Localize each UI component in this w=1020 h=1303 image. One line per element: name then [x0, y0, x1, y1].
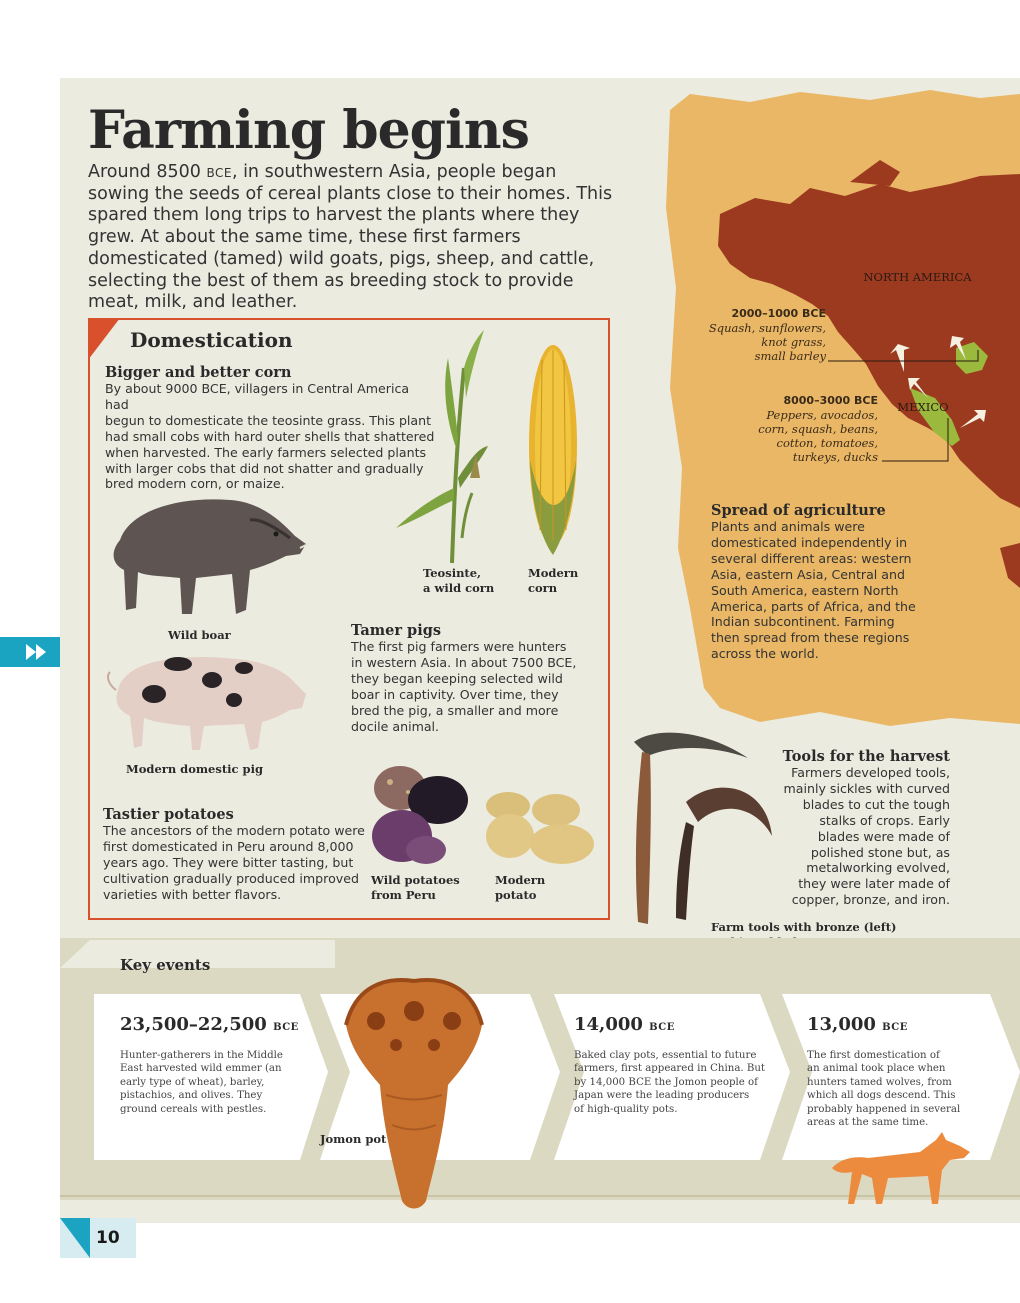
potato-heading: Tastier potatoes	[103, 806, 234, 823]
teosinte-image	[392, 328, 502, 568]
modern-potatoes-image	[478, 790, 598, 866]
spread-section: Spread of agriculture Plants and animals were domesticated independently in several different areas: western Asia, eastern Asia, Central and South America, eastern North America, parts of Africa, and the Indian subcontinent. Farming then spread from these regions across the world.	[711, 502, 961, 662]
modern-corn-caption: Modern corn	[528, 566, 579, 595]
event-2: 14,000 bce Baked clay pots, essential to future farmers, first appeared in China. But by 14,000 BCE the Jomon people of Japan were the leading producers of high-quality pots.	[574, 1014, 766, 1115]
wolf-image	[828, 1128, 973, 1208]
corn-section: Bigger and better corn By about 9000 BCE, villagers in Central America had begun to domesticate the teosinte grass. This plant had small cobs with hard outer shells that shattered when harvested. The early farmers selected plants with larger cobs that did not shatter and gradually bred modern corn, or maize.	[105, 364, 435, 492]
wild-boar-caption: Wild boar	[168, 628, 231, 642]
event-1: 23,500–22,500 bce Hunter-gatherers in the Middle East harvested wild emmer (an early type of wheat), barley, pistachios, and olives. They ground cereals with pestles.	[120, 1014, 299, 1115]
sickles-image	[626, 726, 776, 928]
teosinte-caption: Teosinte, a wild corn	[423, 566, 495, 595]
tools-caption: Farm tools with bronze (left)	[711, 920, 897, 934]
page-number: 10	[96, 1228, 120, 1248]
potato-section: Tastier potatoes The ancestors of the modern potato were first domesticated in Peru around 8,000 years ago. They were bitter tasting, but cultivation gradually produced improved varieties with better flavors.	[103, 806, 373, 903]
pigs-section: Tamer pigs The first pig farmers were hunters in western Asia. In about 7500 BCE, they began keeping selected wild boar in captivity. Over time, they bred the pig, a smaller and more docile animal.	[351, 622, 591, 734]
key-events-title: Key events	[120, 956, 211, 974]
map-label-mexico: MEXICO	[897, 400, 949, 414]
pigs-heading: Tamer pigs	[351, 622, 442, 639]
event-3: 13,000 bce The first domestication of an animal took place when hunters tamed wolves, from which all dogs descend. This probably happened in several areas at the same time.	[807, 1014, 961, 1129]
map-callout-2000-1000: 2000–1000 BCE Squash, sunflowers, knot grass, small barley	[708, 307, 826, 363]
map-label-north-america: NORTH AMERICA	[863, 270, 972, 284]
tools-heading: Tools for the harvest	[782, 748, 950, 765]
fast-forward-icon	[0, 637, 60, 667]
jomon-pot-image	[336, 975, 492, 1215]
spread-heading: Spread of agriculture	[711, 502, 886, 519]
next-section-tab[interactable]	[0, 637, 60, 667]
map-callout-8000-3000: 8000–3000 BCE Peppers, avocados, corn, squash, beans, cotton, tomatoes, turkeys, ducks	[758, 394, 878, 464]
domestic-pig-image	[104, 650, 308, 755]
corn-cob-image	[522, 340, 584, 560]
tools-section: Tools for the harvest Farmers developed tools, mainly sickles with curved blades to cut the tough stalks of crops. Early blades were made of polished stone but, as metalworking evolved, they were later made of copper, bronze, and iron.	[760, 748, 950, 908]
panel-corner	[88, 318, 120, 360]
jomon-caption: Jomon pot	[320, 1132, 387, 1146]
page-title: Farming begins	[88, 100, 529, 161]
pig-caption: Modern domestic pig	[126, 762, 263, 776]
corn-heading: Bigger and better corn	[105, 364, 292, 381]
domestication-title: Domestication	[130, 328, 293, 352]
wild-boar-image	[100, 490, 310, 625]
wild-potatoes-image	[368, 762, 474, 868]
modern-potato-caption: Modern potato	[495, 873, 546, 902]
intro-paragraph: Around 8500 bce, in southwestern Asia, people began sowing the seeds of cereal plants close to their homes. This spared them long trips to harvest the plants where they grew. At about the same time, these first farmers domesticated (tamed) wild goats, pigs, sheep, and cattle, selecting the best of them as breeding stock to provide meat, milk, and leather.	[88, 162, 613, 313]
corner-triangle-icon	[60, 1218, 94, 1258]
wild-potato-caption: Wild potatoes from Peru	[371, 873, 460, 902]
